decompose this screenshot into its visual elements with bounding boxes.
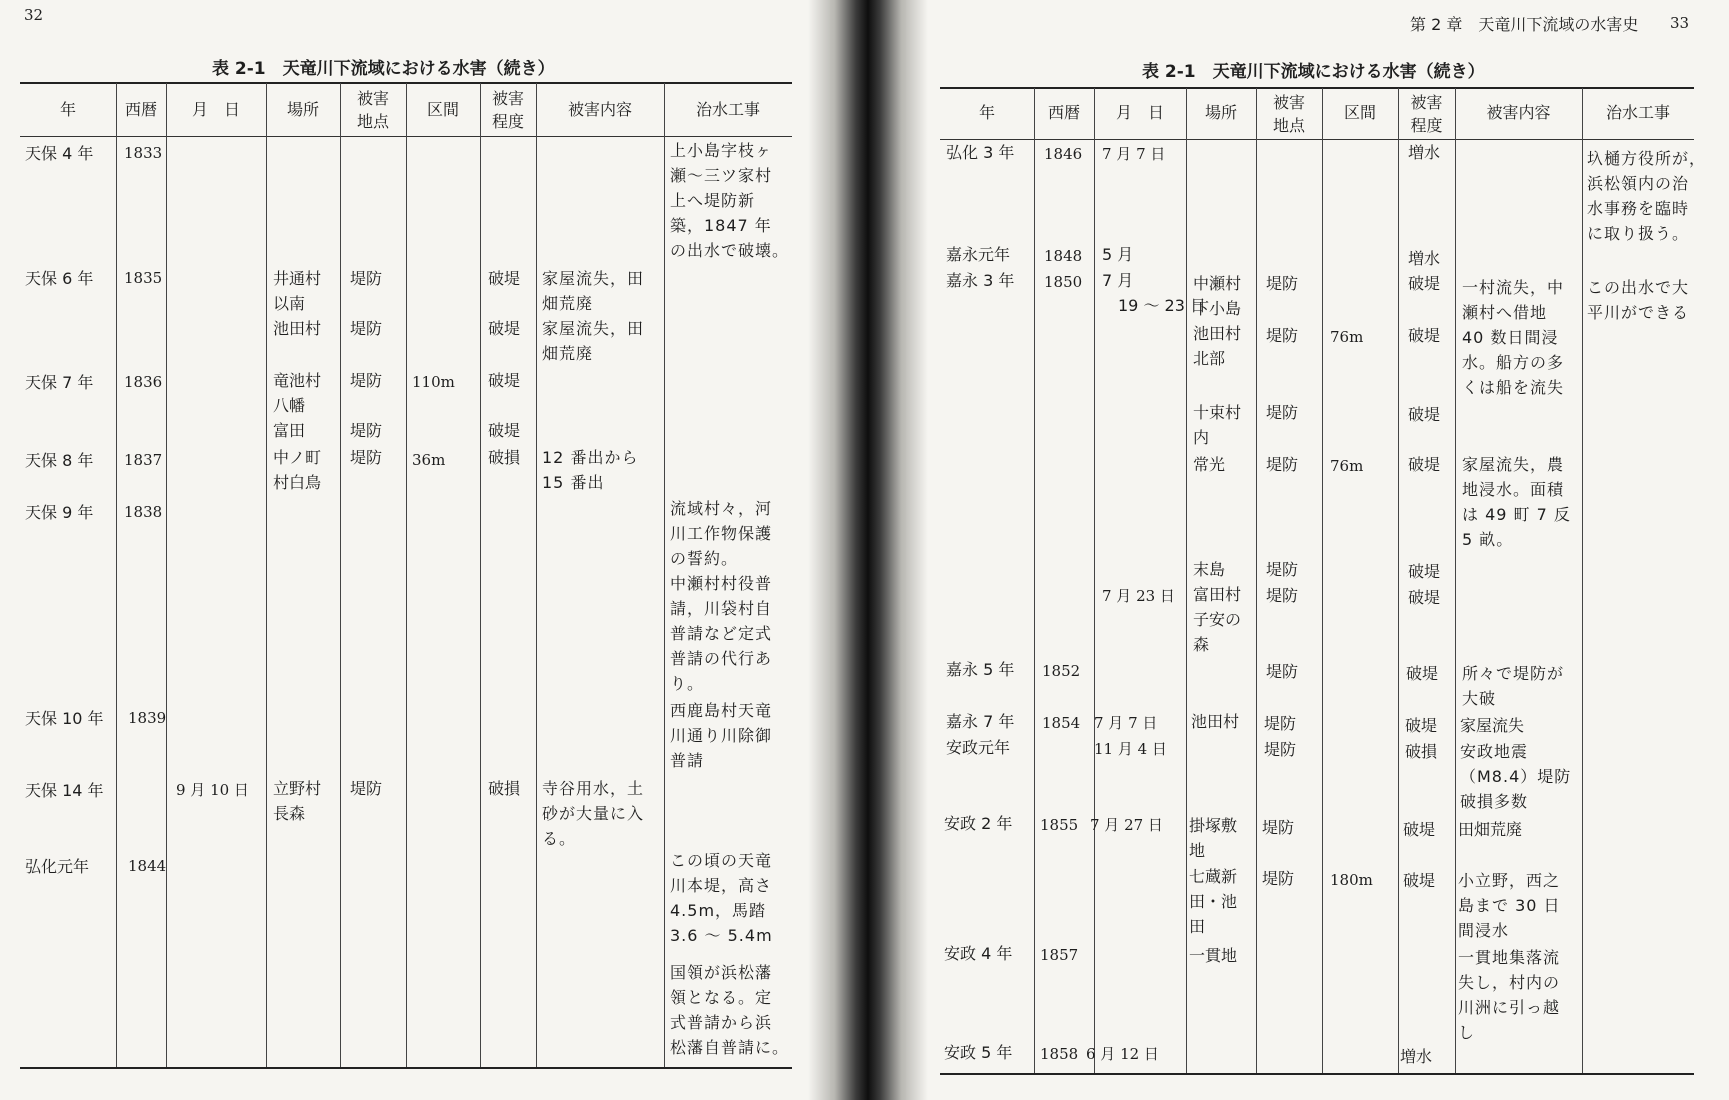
cell-content: 40 数日間浸 水。船方の多 くは船を流失 [1462, 328, 1565, 397]
header-section: 区間 [1343, 103, 1376, 122]
cell-place: 竜池村 八幡 [273, 371, 322, 415]
header-date: 月 日 [1115, 103, 1164, 122]
cell-date: 11 月 4 日 [1094, 740, 1167, 758]
cell-content: 家屋流失，農 地浸水。面積 は 49 町 7 反 5 畝。 [1462, 455, 1571, 549]
cell-degree: 破堤 [1406, 664, 1439, 683]
cell-point: 堤防 [350, 421, 383, 440]
cell-degree: 破堤 [488, 421, 521, 440]
cell-point: 堤防 [350, 779, 383, 798]
cell-place: 七蔵新 田・池 田 [1189, 867, 1238, 936]
cell-year: 嘉永元年 [946, 245, 1011, 264]
cell-year: 天保 6 年 [25, 269, 94, 288]
cell-content: 家屋流失，田 畑荒廃 [542, 269, 645, 313]
cell-degree: 破堤 [488, 319, 521, 338]
cell-year: 天保 10 年 [25, 709, 104, 728]
header-content: 被害内容 [567, 100, 632, 119]
column-divider [1455, 88, 1456, 1073]
column-divider [536, 83, 537, 1067]
page-number: 32 [24, 6, 44, 24]
cell-content: 家屋流失，田 畑荒廃 [542, 319, 645, 363]
cell-date: 9 月 10 日 [176, 781, 249, 799]
cell-point: 堤防 [1262, 818, 1295, 837]
cell-date: 7 月 7 日 [1094, 714, 1158, 732]
cell-place: 常光 [1193, 455, 1226, 474]
right-page [906, 0, 1729, 1100]
cell-place: 中ノ町 村白鳥 [273, 448, 322, 492]
column-divider [116, 83, 117, 1067]
cell-degree: 破堤 [488, 371, 521, 390]
column-divider [1322, 88, 1323, 1073]
header-place: 場所 [1204, 103, 1237, 122]
cell-place: 池田村 北部 [1193, 324, 1242, 368]
cell-year: 安政 4 年 [944, 944, 1013, 963]
cell-point: 堤防 [350, 319, 383, 338]
cell-content: 寺谷用水，土 砂が大量に入 る。 [542, 779, 645, 848]
cell-degree: 破堤 [1408, 562, 1441, 581]
column-divider [1398, 88, 1399, 1073]
cell-seireki: 1850 [1044, 273, 1083, 291]
left-page [0, 0, 830, 1100]
column-divider [480, 83, 481, 1067]
cell-date: 7 月 7 日 [1102, 145, 1166, 163]
cell-point: 堤防 [350, 448, 383, 467]
cell-seireki: 1833 [124, 144, 163, 162]
cell-seireki: 1839 [128, 709, 167, 727]
header-place: 場所 [286, 100, 319, 119]
column-divider [266, 83, 267, 1067]
cell-content: 家屋流失 [1460, 716, 1525, 735]
cell-degree: 増水 [1400, 1047, 1433, 1066]
cell-place: 池田村 [1191, 712, 1240, 731]
cell-year: 天保 7 年 [25, 373, 94, 392]
header-point: 被害 地点 [1272, 93, 1305, 135]
column-divider [406, 83, 407, 1067]
cell-content: 一貫地集落流 失し，村内の 川洲に引っ越 し [1458, 948, 1561, 1042]
column-divider [664, 83, 665, 1067]
cell-place: 十束村 内 [1193, 403, 1242, 447]
cell-point: 堤防 [1266, 662, 1299, 681]
cell-point: 堤防 [1266, 326, 1299, 345]
cell-works: 流域村々，河 川工作物保護 の誓約。 [670, 499, 773, 568]
cell-place: 末島 [1193, 560, 1226, 579]
cell-point: 堤防 [1262, 869, 1295, 888]
cell-degree: 破損 [1405, 742, 1438, 761]
cell-content: 安政地震 （M8.4）堤防 破損多数 [1460, 742, 1572, 811]
cell-degree: 破堤 [1403, 820, 1436, 839]
header-date: 月 日 [191, 100, 240, 119]
table-bottom-rule [940, 1073, 1694, 1075]
cell-place: 富田 [273, 421, 306, 440]
column-divider [1186, 88, 1187, 1073]
cell-year: 嘉永 7 年 [946, 712, 1015, 731]
cell-year: 天保 4 年 [25, 144, 94, 163]
cell-works: この頃の天竜 川本堤，高さ 4.5m，馬踏 3.6 ～ 5.4m [670, 851, 773, 945]
cell-seireki: 1837 [124, 451, 163, 469]
table-title: 表 2-1 天竜川下流域における水害（続き） [1142, 62, 1485, 82]
header-works: 治水工事 [1605, 103, 1670, 122]
table-title: 表 2-1 天竜川下流域における水害（続き） [212, 59, 555, 79]
cell-seireki: 1855 [1040, 816, 1079, 834]
cell-content: 小立野，西之 島まで 30 日 間浸水 [1458, 871, 1561, 940]
cell-seireki: 1846 [1044, 145, 1083, 163]
cell-section: 36m [412, 451, 446, 469]
cell-degree: 増水 [1408, 143, 1441, 162]
cell-section: 110m [412, 373, 455, 391]
header-degree: 被害 程度 [491, 89, 524, 131]
cell-degree: 破堤 [1408, 274, 1441, 293]
cell-point: 堤防 [1266, 403, 1299, 422]
cell-point: 堤防 [1266, 560, 1299, 579]
cell-point: 堤防 [1264, 740, 1297, 759]
cell-year: 安政元年 [946, 738, 1011, 757]
table-top-rule [940, 87, 1694, 89]
cell-year: 弘化 3 年 [946, 143, 1015, 162]
cell-place: 中瀬村 下小島 [1193, 274, 1242, 318]
cell-date: 7 月 27 日 [1090, 816, 1163, 834]
cell-seireki: 1836 [124, 373, 163, 391]
cell-degree: 破堤 [1403, 871, 1436, 890]
cell-works: 圦樋方役所が， 浜松領内の治 水事務を臨時 に取り扱う。 [1587, 149, 1707, 243]
cell-year: 嘉永 5 年 [946, 660, 1015, 679]
cell-point: 堤防 [1266, 586, 1299, 605]
cell-degree: 破損 [488, 779, 521, 798]
cell-degree: 破堤 [1405, 716, 1438, 735]
book-gutter-shadow [808, 0, 928, 1100]
column-divider [1034, 88, 1035, 1073]
cell-place: 井通村 以南 [273, 269, 322, 313]
cell-date: 5 月 [1102, 245, 1134, 264]
cell-point: 堤防 [1264, 714, 1297, 733]
header-degree: 被害 程度 [1410, 93, 1443, 135]
cell-year: 天保 8 年 [25, 451, 94, 470]
cell-seireki: 1838 [124, 503, 163, 521]
cell-works: この出水で大 平川ができる [1587, 278, 1690, 322]
cell-content: 田畑荒廃 [1458, 820, 1523, 839]
cell-content: 一村流失，中 瀬村へ借地 [1462, 278, 1565, 322]
cell-date: 6 月 12 日 [1086, 1045, 1159, 1063]
cell-point: 堤防 [350, 371, 383, 390]
cell-degree: 破堤 [1408, 588, 1441, 607]
cell-section: 180m [1330, 871, 1373, 889]
cell-year: 安政 5 年 [944, 1043, 1013, 1062]
header-seireki: 西暦 [1047, 103, 1080, 122]
column-divider [1094, 88, 1095, 1073]
cell-degree: 破堤 [1408, 326, 1441, 345]
header-content: 被害内容 [1486, 103, 1551, 122]
cell-degree: 破堤 [1408, 455, 1441, 474]
cell-year: 嘉永 3 年 [946, 271, 1015, 290]
cell-place: 池田村 [273, 319, 322, 338]
header-point: 被害 地点 [356, 89, 389, 131]
column-divider [166, 83, 167, 1067]
header-seireki: 西暦 [124, 100, 157, 119]
cell-seireki: 1857 [1040, 946, 1079, 964]
cell-year: 天保 9 年 [25, 503, 94, 522]
cell-year: 安政 2 年 [944, 814, 1013, 833]
cell-content: 所々で堤防が 大破 [1462, 664, 1565, 708]
cell-place: 掛塚敷 地 [1189, 816, 1238, 860]
cell-works: 上小島字枝ヶ 瀬～三ツ家村 上へ堤防新 築，1847 年 の出水で破壊。 [670, 141, 790, 260]
cell-point: 堤防 [1266, 455, 1299, 474]
cell-seireki: 1858 [1040, 1045, 1079, 1063]
cell-seireki: 1844 [128, 857, 167, 875]
cell-year: 天保 14 年 [25, 781, 104, 800]
running-head: 第 2 章 天竜川下流域の水害史 [1410, 15, 1639, 34]
cell-degree: 破堤 [1408, 405, 1441, 424]
cell-content: 12 番出から 15 番出 [542, 448, 639, 492]
cell-place: 富田村 子安の 森 [1193, 585, 1242, 654]
cell-seireki: 1848 [1044, 247, 1083, 265]
column-divider [340, 83, 341, 1067]
cell-date: 7 月 23 日 [1102, 587, 1175, 605]
header-works: 治水工事 [695, 100, 760, 119]
cell-works: 国領が浜松藩 領となる。定 式普請から浜 松藩自普請に。 [670, 963, 790, 1057]
header-year: 年 [59, 100, 76, 119]
cell-seireki: 1852 [1042, 662, 1081, 680]
cell-seireki: 1854 [1042, 714, 1081, 732]
table-bottom-rule [20, 1067, 792, 1069]
cell-degree: 破損 [488, 448, 521, 467]
column-divider [1256, 88, 1257, 1073]
cell-seireki: 1835 [124, 269, 163, 287]
cell-year: 弘化元年 [25, 857, 90, 876]
header-year: 年 [978, 103, 995, 122]
cell-works: 中瀬村村役普 請，川袋村自 普請など定式 普請の代行あ り。 [670, 574, 773, 693]
cell-date: 7 月 19 ～ 23 日 [1102, 271, 1206, 315]
cell-degree: 増水 [1408, 249, 1441, 268]
cell-section: 76m [1330, 328, 1364, 346]
cell-place: 立野村 長森 [273, 779, 322, 823]
cell-section: 76m [1330, 457, 1364, 475]
cell-place: 一貫地 [1189, 946, 1238, 965]
header-rule [940, 139, 1694, 140]
header-section: 区間 [426, 100, 459, 119]
cell-point: 堤防 [1266, 274, 1299, 293]
cell-point: 堤防 [350, 269, 383, 288]
column-divider [1582, 88, 1583, 1073]
page-number: 33 [1670, 14, 1690, 32]
cell-works: 西鹿島村天竜 川通り川除御 普請 [670, 701, 773, 770]
cell-degree: 破堤 [488, 269, 521, 288]
